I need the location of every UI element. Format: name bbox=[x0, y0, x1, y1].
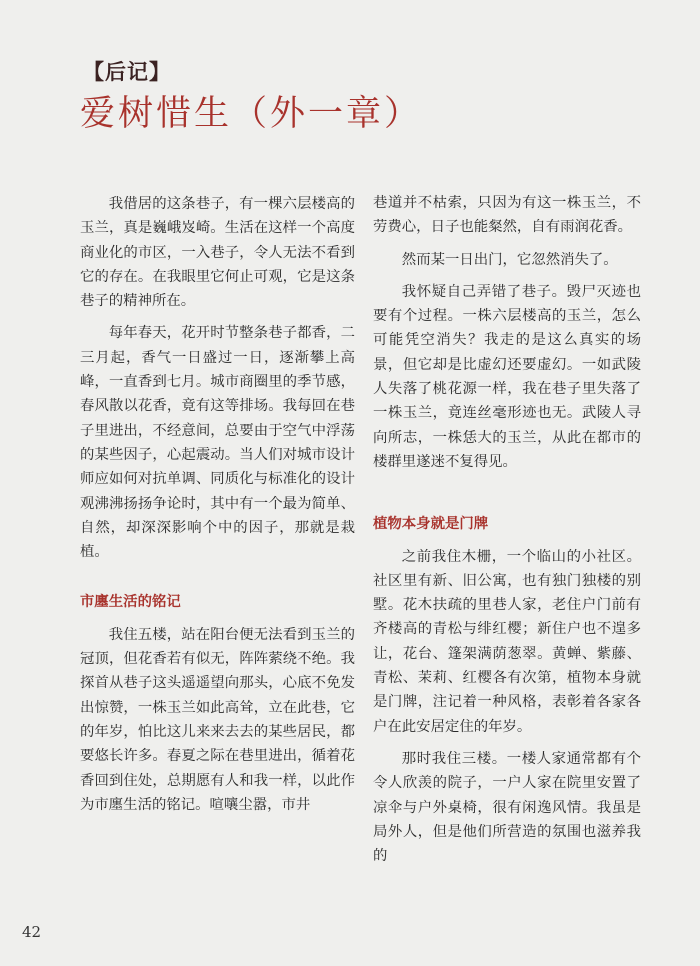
section-label: 【后记】 bbox=[83, 60, 171, 84]
body-paragraph: 每年春天，花开时节整条巷子都香，二三月起，香气一日盛过一日，逐渐攀上高峰，一直香到七月。城市商圈里的季节感，春风散以花香，竟有这等排场。我每回在巷子里进出，不经意间，总要由于空气中浮荡的某些因子，心起震动。当人们对城市设计师应如何对抗单调、同质化与标准化的设计观沸沸扬扬争论时，其中有一个最为简单、自然，却深深影响个中的因子，那就是栽植。 bbox=[80, 325, 355, 561]
body-paragraph: 那时我住三楼。一楼人家通常都有个令人欣羡的院子，一户人家在院里安置了凉伞与户外桌椅，很有闲逸风情。我虽是局外人，但是他们所营造的氛围也滋养我的 bbox=[373, 750, 641, 865]
right-column bbox=[373, 191, 641, 868]
page-title: 爱树惜生（外一章） bbox=[80, 94, 423, 134]
body-paragraph: 之前我住木栅，一个临山的小社区。社区里有新、旧公寓，也有独门独楼的别墅。花木扶疏的里巷人家，老住户门前有齐楼高的青松与绯红樱；新住户也不遑多让，花台、篷架满荫葱翠。黄蝉、紫藤、青松、茉莉、红樱各有次第，植物本身就是门牌，注记着一种风格，表彰着各家各户在此安居定住的年岁。 bbox=[373, 548, 641, 735]
body-paragraph-continued: 巷道并不枯索，只因为有这一株玉兰，不劳费心，日子也能粲然，自有雨润花香。 bbox=[373, 195, 641, 236]
section-heading: 市廛生活的铭记 bbox=[80, 593, 181, 611]
body-paragraph: 然而某一日出门，它忽然消失了。 bbox=[401, 251, 618, 268]
section-heading: 植物本身就是门牌 bbox=[373, 515, 489, 533]
page-number: 42 bbox=[22, 923, 42, 941]
left-column bbox=[80, 192, 355, 817]
body-paragraph: 我怀疑自己弄错了巷子。毁尸灭迹也要有个过程。一株六层楼高的玉兰，怎么可能凭空消失？我走的是这么真实的场景，但它却是比虚幻还要虚幻。一如武陵人失落了桃花源一样，我在巷子里失落了一株玉兰，竟连丝毫形迹也无。武陵人寻向所志，一株恁大的玉兰，从此在都市的楼群里遂迷不复得见。 bbox=[373, 283, 641, 470]
body-paragraph: 我借居的这条巷子，有一棵六层楼高的玉兰，真是巍峨岌崎。生活在这样一个高度商业化的市区，一入巷子，令人无法不看到它的存在。在我眼里它何止可观，它是这条巷子的精神所在。 bbox=[80, 196, 355, 310]
body-paragraph: 我住五楼，站在阳台便无法看到玉兰的冠顶，但花香若有似无，阵阵萦绕不绝。我探首从巷子这头遥遥望向那头，心底不免发出惊赞，一株玉兰如此高耸，立在此巷，它的年岁，怕比这儿来来去去的某些居民，都要悠长许多。春夏之际在巷里进出，循着花香回到住处，总期愿有人和我一样，以此作为市廛生活的铭记。喧嚷尘嚣，市井 bbox=[80, 626, 355, 813]
